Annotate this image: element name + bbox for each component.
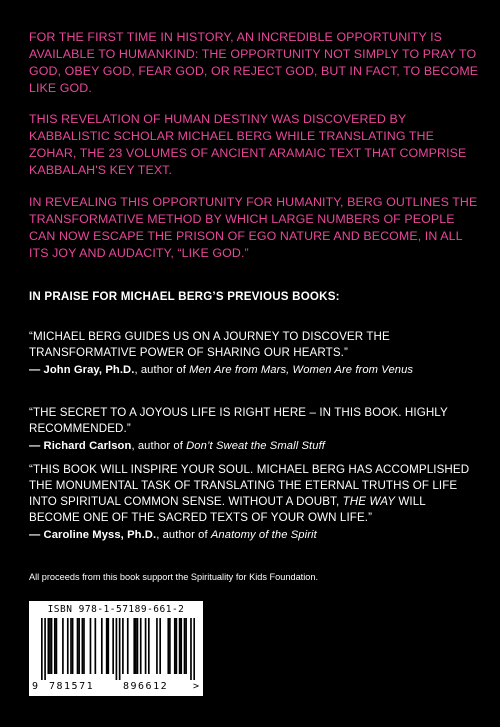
isbn-barcode	[29, 601, 203, 696]
barcode-bar	[107, 618, 109, 674]
barcode-right-digits: 896612	[123, 681, 169, 692]
barcode-bar	[148, 618, 150, 674]
barcode-bar	[67, 618, 69, 674]
barcode-bar	[180, 618, 182, 674]
attr-book-title: Anatomy of the Spirit	[210, 529, 317, 541]
quote-attribution	[29, 362, 479, 379]
attr-book-title: Don’t Sweat the Small Stuff	[186, 440, 326, 452]
barcode-bar	[193, 618, 195, 680]
blurb-paragraph-3: IN REVEALING THIS OPPORTUNITY FOR HUMANITY, BERG OUTLINES THE TRANSFORMATIVE METHOD BY WHICH LARGE NUMBERS OF PEOPLE CAN NOW ESCAPE THE PRISON OF EGO NATURE AND BECOME, IN ALL ITS JOY AND AUDACITY, “LIKE GOD.”	[29, 195, 478, 260]
attr-book-title: Men Are from Mars, Women Are from Venus	[189, 364, 414, 376]
quote-text-start: “THIS BOOK WILL INSPIRE YOUR SOUL. MICHAEL BERG HAS ACCOMPLISHED THE MONUMENTAL TASK OF TRANSLATING THE ETERNAL TRUTHS OF LIFE INTO SPIRITUAL COMMON SENSE. WITHOUT A DOUBT,	[29, 463, 470, 508]
barcode-bar	[169, 618, 171, 674]
barcode-bar	[133, 618, 135, 674]
barcode-bar	[51, 618, 53, 674]
barcode-bar	[184, 618, 186, 674]
barcode-bar	[44, 618, 46, 680]
barcode-bar	[77, 618, 79, 674]
quote-attribution	[29, 527, 479, 544]
barcode-bar	[49, 618, 51, 674]
barcode-bar	[70, 618, 72, 674]
barcode-bar	[145, 618, 147, 674]
attr-connector: , author of	[156, 529, 211, 541]
attr-dash: —	[29, 364, 41, 376]
barcode-bar	[62, 618, 64, 674]
barcode-bar	[112, 618, 114, 674]
barcode-bar	[140, 618, 142, 674]
barcode-bars	[41, 618, 195, 680]
blurb-paragraph-2: THIS REVELATION OF HUMAN DESTINY WAS DISCOVERED BY KABBALISTIC SCHOLAR MICHAEL BERG WHILE TRANSLATING THE ZOHAR, THE 23 VOLUMES OF ANCIENT ARAMAIC TEXT THAT COMPRISE KABBALAH'S KEY TEXT.	[29, 112, 467, 177]
barcode-bar	[167, 618, 169, 674]
barcode-lead-digit: 9	[32, 681, 40, 692]
quote-text-end: WILL BECOME ONE OF THE SACRED TEXTS OF YOUR OWN LIFE.”	[29, 495, 426, 524]
barcode-bar	[82, 618, 84, 674]
isbn-label: ISBN 978-1-57189-661-2	[47, 604, 185, 615]
praise-quote-3	[29, 462, 479, 544]
proceeds-note: All proceeds from this book support the Spirituality for Kids Foundation.	[29, 572, 319, 582]
attr-author-name: Richard Carlson	[43, 440, 132, 452]
barcode-bar	[156, 618, 158, 674]
quote-text	[29, 462, 479, 526]
barcode-bar	[179, 618, 181, 674]
attr-dash: —	[29, 440, 41, 452]
barcode-trailing-mark: >	[193, 681, 201, 692]
praise-quote-2	[29, 405, 479, 455]
attr-author-name: Caroline Myss, Ph.D.	[43, 529, 157, 541]
barcode-bar	[56, 618, 58, 674]
barcode-bar	[90, 618, 92, 674]
quote-text: “MICHAEL BERG GUIDES US ON A JOURNEY TO DISCOVER THE TRANSFORMATIVE POWER OF SHARING OUR HEARTS.”	[29, 330, 390, 359]
attr-dash: —	[29, 529, 41, 541]
barcode-bar	[83, 618, 85, 674]
barcode-bar	[135, 618, 137, 674]
barcode-bar	[78, 618, 80, 674]
praise-heading: IN PRAISE FOR MICHAEL BERG’S PREVIOUS BOOKS:	[29, 290, 340, 303]
barcode-bar	[94, 618, 96, 674]
barcode-bar	[185, 618, 187, 674]
blurb-paragraph-1: FOR THE FIRST TIME IN HISTORY, AN INCREDIBLE OPPORTUNITY IS AVAILABLE TO HUMANKIND: THE OPPORTUNITY NOT SIMPLY TO PRAY TO GOD, OBEY GOD, FEAR GOD, OR REJECT GOD, BUT IN FACT, TO BECOME LIKE GOD.	[29, 30, 479, 95]
barcode-bar	[174, 618, 176, 674]
quote-attribution	[29, 438, 479, 455]
barcode-bar	[41, 618, 43, 680]
quote-text: “THE SECRET TO A JOYOUS LIFE IS RIGHT HERE – IN THIS BOOK. HIGHLY RECOMMENDED.”	[29, 406, 448, 435]
attr-author-name: John Gray, Ph.D.	[43, 364, 135, 376]
barcode-bar	[159, 618, 161, 674]
barcode-bar	[119, 618, 121, 680]
barcode-bar	[127, 618, 129, 674]
barcode-bar	[176, 618, 178, 674]
attr-connector: , author of	[131, 440, 187, 452]
barcode-bar	[122, 618, 124, 674]
barcode-bar	[101, 618, 103, 674]
barcode-bar	[72, 618, 74, 674]
quote-book-title: THE WAY	[342, 495, 396, 508]
barcode-bar	[137, 618, 139, 674]
barcode-bar	[106, 618, 108, 674]
barcode-bar	[116, 618, 118, 680]
praise-quote-1	[29, 329, 479, 379]
barcode-bar	[47, 618, 49, 674]
barcode-left-digits: 781571	[49, 681, 95, 692]
attr-connector: , author of	[134, 364, 190, 376]
barcode-bar	[54, 618, 56, 674]
barcode-bar	[190, 618, 192, 680]
